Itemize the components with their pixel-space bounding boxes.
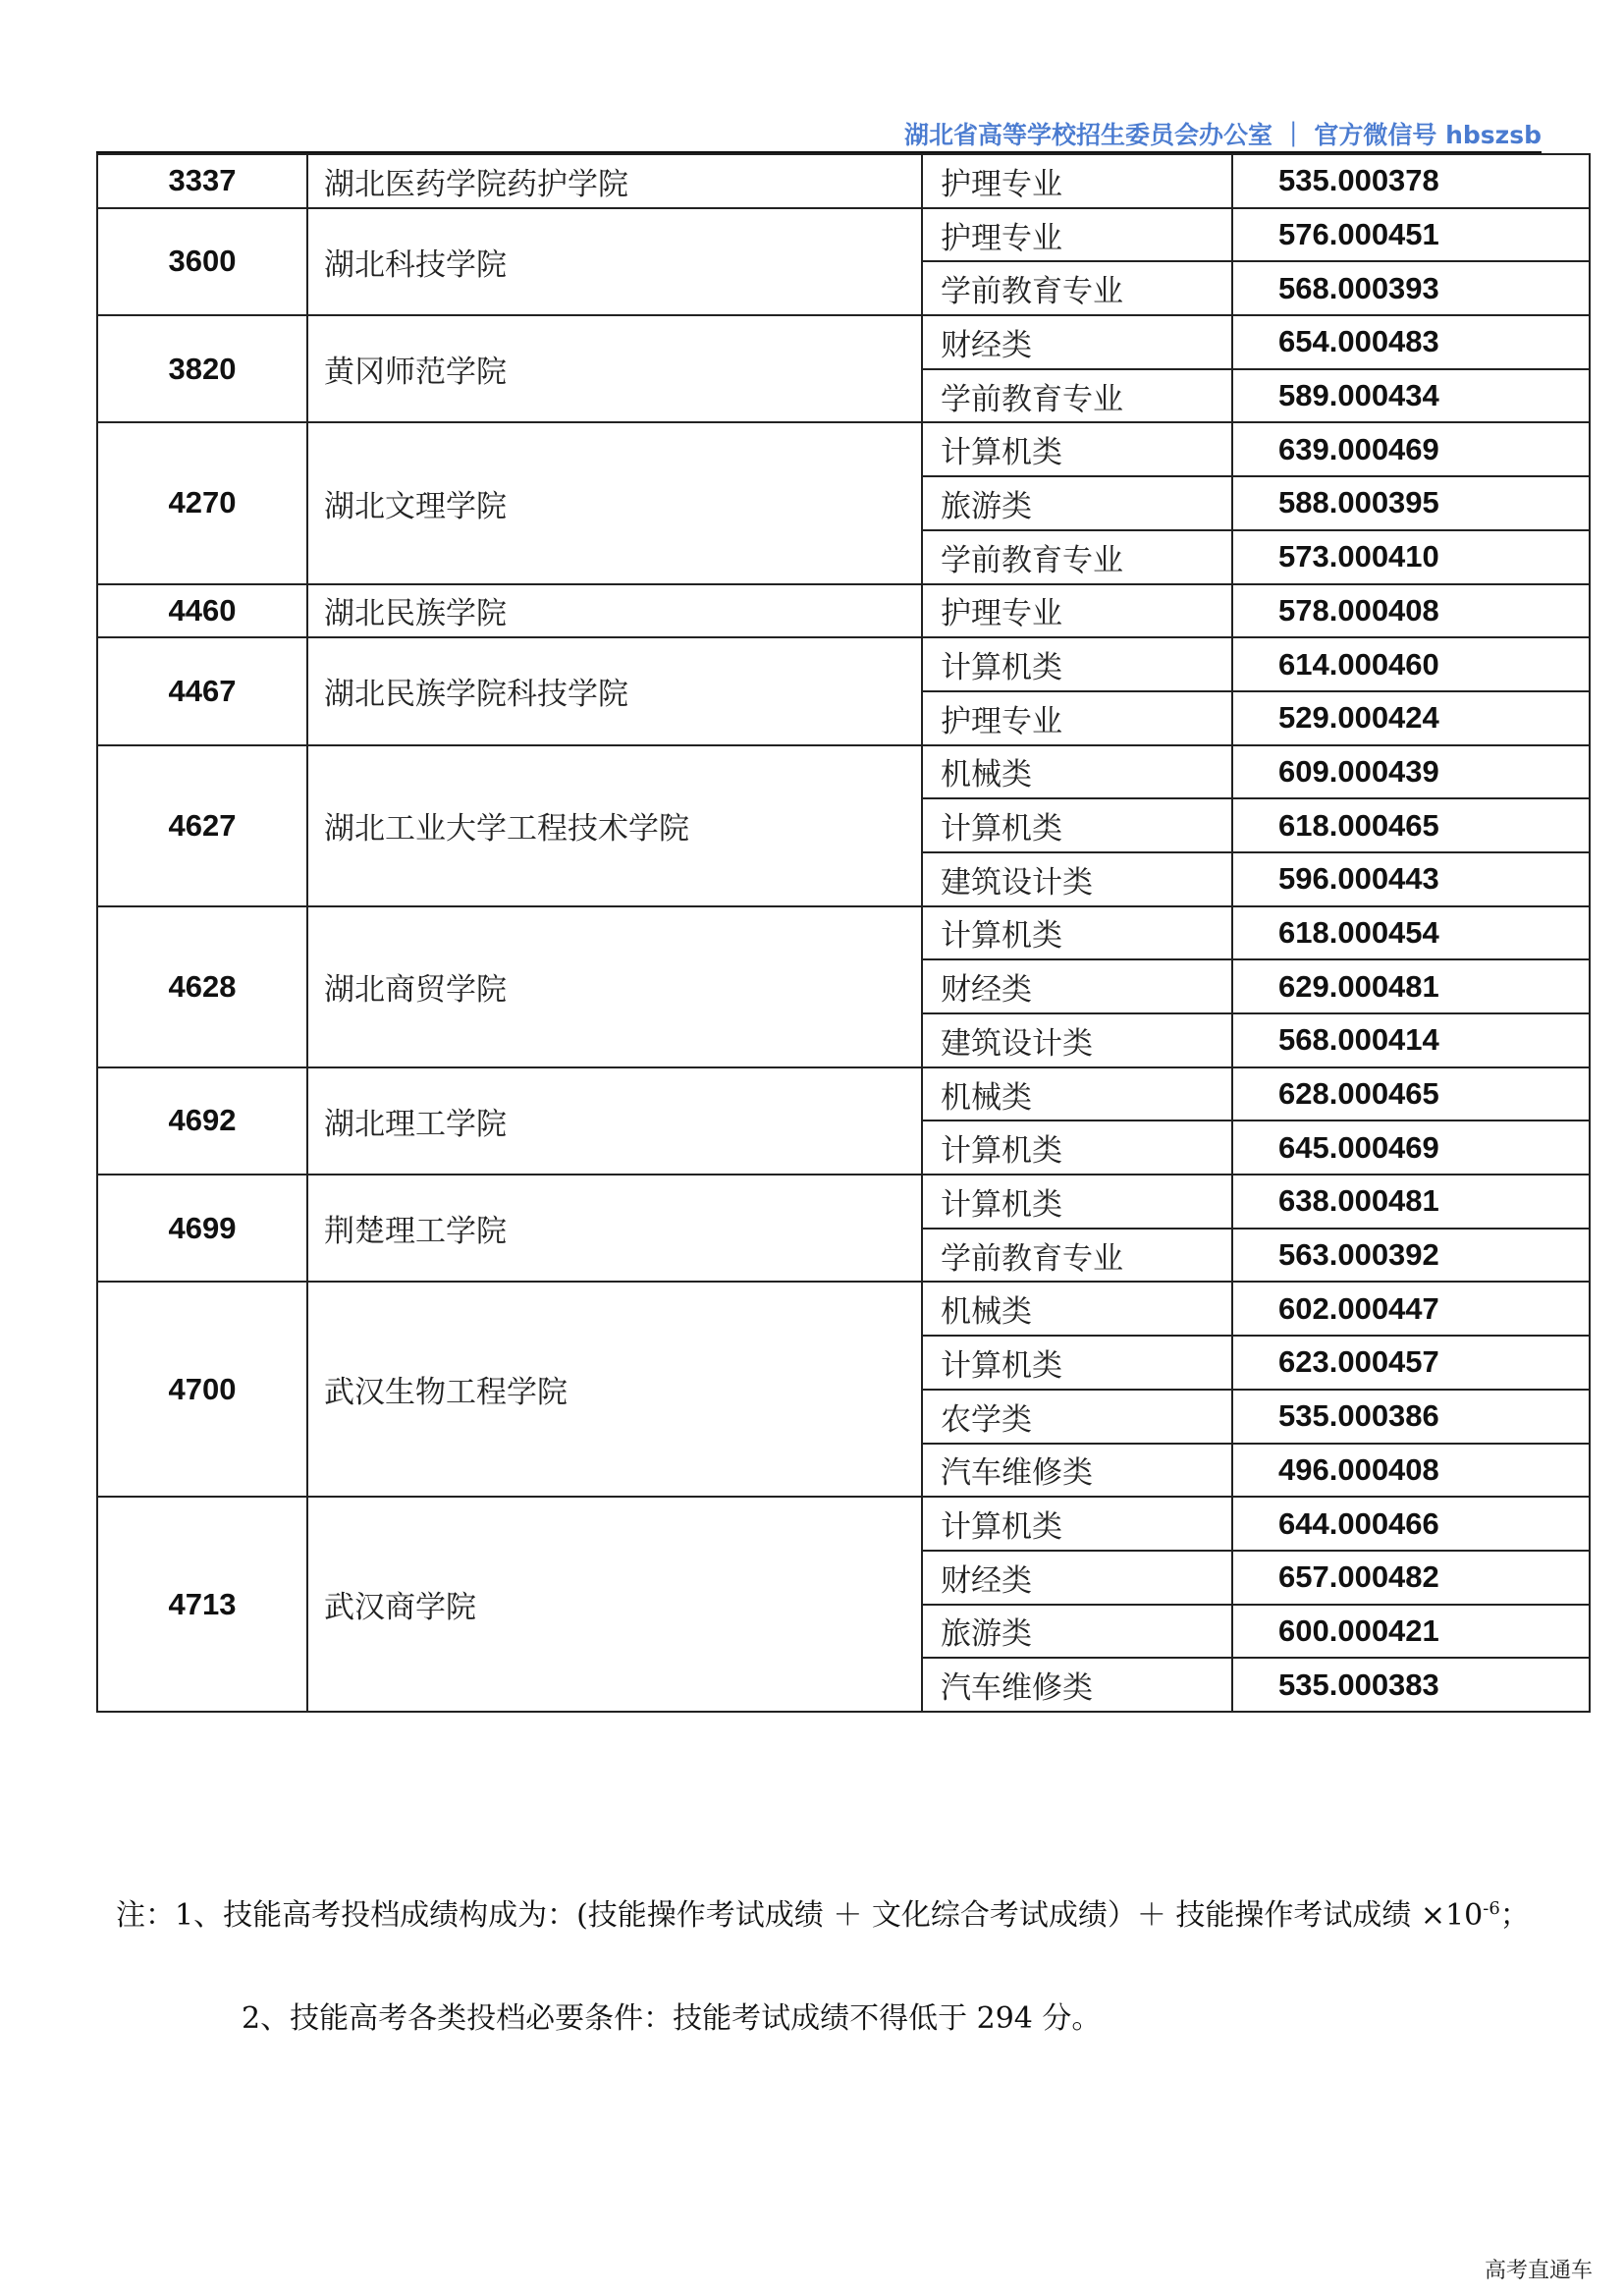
admission-score: 535.000386 [1232,1390,1590,1444]
school-code: 3600 [97,208,307,315]
major-category: 护理专业 [922,208,1232,262]
major-category: 计算机类 [922,798,1232,852]
major-category: 农学类 [922,1390,1232,1444]
major-category: 计算机类 [922,1121,1232,1175]
school-name: 湖北商贸学院 [307,906,922,1067]
school-name: 湖北民族学院科技学院 [307,637,922,744]
major-category: 计算机类 [922,637,1232,691]
major-category: 财经类 [922,1551,1232,1605]
school-code: 4467 [97,637,307,744]
school-name: 武汉生物工程学院 [307,1282,922,1497]
note-1-exponent: -6 [1483,1898,1500,1919]
school-code: 4270 [97,422,307,583]
school-name: 湖北文理学院 [307,422,922,583]
admission-score: 639.000469 [1232,422,1590,476]
school-code: 4628 [97,906,307,1067]
major-category: 机械类 [922,1282,1232,1336]
admission-score: 588.000395 [1232,476,1590,530]
major-category: 计算机类 [922,1336,1232,1390]
table-row [97,906,1590,960]
school-code: 4460 [97,584,307,638]
table-row [97,584,1590,638]
school-code: 4692 [97,1067,307,1175]
admission-score: 589.000434 [1232,369,1590,423]
major-category: 计算机类 [922,422,1232,476]
major-category: 计算机类 [922,906,1232,960]
table-row [97,208,1590,262]
table-row [97,154,1590,208]
school-name: 湖北工业大学工程技术学院 [307,745,922,906]
major-category: 护理专业 [922,154,1232,208]
admission-score: 535.000378 [1232,154,1590,208]
table-row [97,1282,1590,1336]
note-1 [116,1886,1559,1940]
major-category: 护理专业 [922,691,1232,745]
major-category: 建筑设计类 [922,1013,1232,1067]
admission-score: 628.000465 [1232,1067,1590,1121]
school-code: 4700 [97,1282,307,1497]
admission-score: 618.000454 [1232,906,1590,960]
admission-score: 573.000410 [1232,530,1590,584]
table-row [97,745,1590,799]
major-category: 学前教育专业 [922,1229,1232,1283]
score-table-body [97,154,1590,1712]
major-category: 汽车维修类 [922,1658,1232,1712]
admission-score: 568.000393 [1232,261,1590,315]
major-category: 计算机类 [922,1497,1232,1551]
table-row [97,315,1590,369]
admission-score: 578.000408 [1232,584,1590,638]
major-category: 护理专业 [922,584,1232,638]
major-category: 机械类 [922,1067,1232,1121]
school-name: 湖北理工学院 [307,1067,922,1175]
header-title: 湖北省高等学校招生委员会办公室 ｜ 官方微信号 hbszsb [903,121,1542,149]
table-row [97,1067,1590,1121]
admission-score: 618.000465 [1232,798,1590,852]
major-category: 旅游类 [922,1605,1232,1659]
admission-score: 529.000424 [1232,691,1590,745]
admission-score: 638.000481 [1232,1175,1590,1229]
major-category: 财经类 [922,959,1232,1013]
note-2: 2、技能高考各类投档必要条件：技能考试成绩不得低于 294 分。 [242,2001,1102,2036]
school-name: 湖北医药学院药护学院 [307,154,922,208]
admission-score: 623.000457 [1232,1336,1590,1390]
admission-score: 576.000451 [1232,208,1590,262]
admission-score: 645.000469 [1232,1121,1590,1175]
admission-score: 596.000443 [1232,852,1590,906]
school-code: 4627 [97,745,307,906]
major-category: 学前教育专业 [922,261,1232,315]
major-category: 学前教育专业 [922,369,1232,423]
school-name: 荆楚理工学院 [307,1175,922,1282]
school-name: 湖北民族学院 [307,584,922,638]
admission-score: 602.000447 [1232,1282,1590,1336]
note-1-end: ； [1499,1898,1530,1933]
major-category: 财经类 [922,315,1232,369]
major-category: 学前教育专业 [922,530,1232,584]
major-category: 旅游类 [922,476,1232,530]
admission-score: 657.000482 [1232,1551,1590,1605]
major-category: 计算机类 [922,1175,1232,1229]
admission-score: 496.000408 [1232,1444,1590,1498]
admission-score: 629.000481 [1232,959,1590,1013]
table-row [97,1175,1590,1229]
note-1-text: 注：1、技能高考投档成绩构成为：(技能操作考试成绩 ＋ 文化综合考试成绩）＋ 技能操作考试成绩 ×10 [116,1898,1484,1933]
footer-watermark: 高考直通车 [1484,2259,1593,2283]
school-code: 3337 [97,154,307,208]
score-table [96,153,1591,1713]
major-category: 建筑设计类 [922,852,1232,906]
school-name: 湖北科技学院 [307,208,922,315]
table-row [97,1497,1590,1551]
school-name: 武汉商学院 [307,1497,922,1712]
admission-score: 568.000414 [1232,1013,1590,1067]
table-row [97,637,1590,691]
school-code: 4713 [97,1497,307,1712]
major-category: 汽车维修类 [922,1444,1232,1498]
major-category: 机械类 [922,745,1232,799]
admission-score: 535.000383 [1232,1658,1590,1712]
school-name: 黄冈师范学院 [307,315,922,422]
admission-score: 609.000439 [1232,745,1590,799]
school-code: 3820 [97,315,307,422]
school-code: 4699 [97,1175,307,1282]
admission-score: 563.000392 [1232,1229,1590,1283]
table-row [97,422,1590,476]
admission-score: 654.000483 [1232,315,1590,369]
admission-score: 644.000466 [1232,1497,1590,1551]
admission-score: 600.000421 [1232,1605,1590,1659]
admission-score: 614.000460 [1232,637,1590,691]
